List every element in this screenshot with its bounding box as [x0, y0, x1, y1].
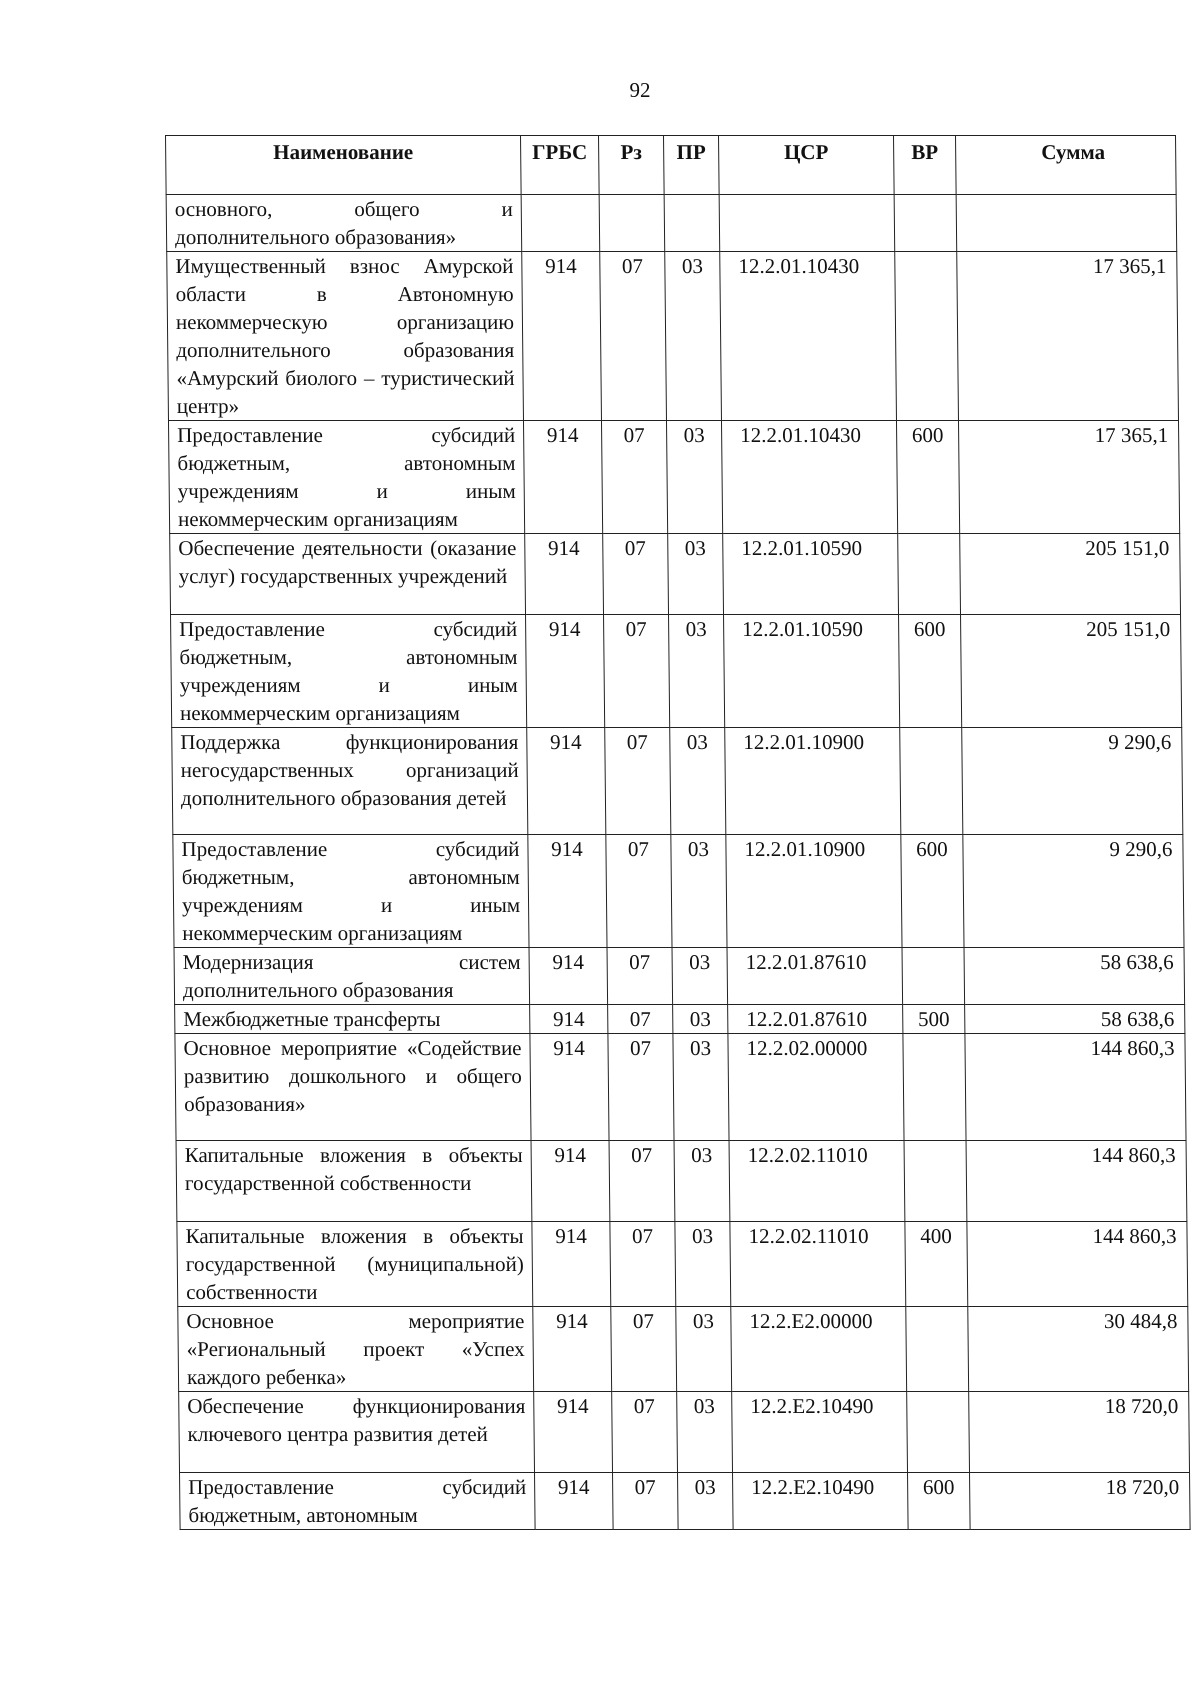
- cell-csr: 12.2.01.10430: [720, 252, 897, 421]
- cell-csr: 12.2.01.10590: [724, 615, 900, 728]
- cell-grbs: 914: [528, 835, 607, 948]
- cell-sum: 17 365,1: [957, 252, 1179, 421]
- table-row: [167, 252, 1179, 421]
- cell-grbs: 914: [529, 948, 608, 1005]
- cell-rz: 07: [604, 615, 670, 728]
- page-number: 92: [629, 78, 651, 102]
- header-name: Наименование: [166, 136, 522, 195]
- cell-name: Капитальные вложения в объекты государственной собственности: [176, 1141, 532, 1222]
- cell-vr: [906, 1307, 969, 1392]
- cell-name: Имущественный взнос Амурской области в Автономную некоммерческую организацию дополнительного образования «Амурский биолого – туристический центр»: [167, 252, 524, 421]
- cell-name: основного, общего и дополнительного образования»: [166, 195, 522, 252]
- cell-vr: [895, 252, 959, 421]
- cell-name: Модернизация систем дополнительного образования: [174, 948, 530, 1005]
- cell-vr: [902, 948, 965, 1005]
- cell-sum: 9 290,6: [962, 728, 1183, 835]
- table-row: [175, 1005, 1185, 1034]
- table-body: [166, 195, 1190, 1530]
- cell-grbs: 914: [523, 421, 602, 534]
- cell-name: Основное мероприятие «Региональный проект «Успех каждого ребенка»: [178, 1307, 534, 1392]
- table-row: [177, 1222, 1188, 1307]
- table-row: [179, 1392, 1190, 1473]
- cell-rz: 07: [605, 728, 671, 835]
- cell-pr: 03: [677, 1392, 733, 1473]
- cell-pr: 03: [674, 1141, 730, 1222]
- cell-grbs: 914: [535, 1473, 614, 1530]
- cell-rz: 07: [606, 835, 672, 948]
- cell-vr: 600: [896, 421, 959, 534]
- cell-sum: 58 638,6: [965, 1005, 1185, 1034]
- cell-sum: 205 151,0: [961, 615, 1182, 728]
- cell-rz: 07: [607, 948, 673, 1005]
- cell-sum: 17 365,1: [958, 421, 1179, 534]
- cell-pr: 03: [666, 421, 722, 534]
- cell-rz: 07: [601, 421, 667, 534]
- cell-vr: [907, 1392, 970, 1473]
- table-row: [176, 1141, 1187, 1222]
- cell-rz: 07: [611, 1307, 677, 1392]
- header-vr: ВР: [894, 136, 957, 195]
- cell-grbs: 914: [527, 728, 606, 835]
- cell-vr: 500: [903, 1005, 965, 1034]
- cell-vr: 400: [905, 1222, 968, 1307]
- cell-name: Капитальные вложения в объекты государственной (муниципальной) собственности: [177, 1222, 533, 1307]
- cell-csr: 12.2.01.87610: [727, 948, 903, 1005]
- cell-grbs: 914: [533, 1307, 612, 1392]
- cell-csr: 12.2.E2.10490: [732, 1392, 908, 1473]
- table-row: [180, 1473, 1191, 1530]
- cell-csr: [719, 195, 895, 252]
- cell-name: Предоставление субсидий бюджетным, автономным учреждениям и иным некоммерческим организациям: [173, 835, 529, 948]
- cell-pr: 03: [670, 728, 726, 835]
- cell-name: Межбюджетные трансферты: [175, 1005, 530, 1034]
- cell-pr: 03: [668, 534, 724, 615]
- cell-vr: 600: [901, 835, 964, 948]
- cell-sum: 58 638,6: [964, 948, 1185, 1005]
- table-row: [168, 421, 1179, 534]
- cell-vr: [894, 195, 957, 252]
- cell-csr: 12.2.01.87610: [728, 1005, 903, 1034]
- cell-grbs: 914: [534, 1392, 613, 1473]
- cell-csr: 12.2.01.10900: [725, 728, 901, 835]
- cell-pr: 03: [671, 835, 727, 948]
- cell-sum: 18 720,0: [970, 1473, 1191, 1530]
- cell-csr: 12.2.02.11010: [729, 1141, 905, 1222]
- header-pr: ПР: [664, 136, 720, 195]
- cell-pr: [664, 195, 720, 252]
- table-row: [170, 534, 1181, 615]
- cell-csr: 12.2.01.10430: [721, 421, 897, 534]
- cell-pr: 03: [665, 252, 722, 421]
- cell-rz: 07: [600, 252, 667, 421]
- table-row: [171, 615, 1182, 728]
- cell-csr: 12.2.E2.10490: [733, 1473, 909, 1530]
- cell-rz: 07: [608, 1034, 674, 1141]
- cell-vr: 600: [908, 1473, 971, 1530]
- cell-sum: [956, 195, 1177, 252]
- cell-name: Основное мероприятие «Содействие развитию дошкольного и общего образования»: [175, 1034, 531, 1141]
- cell-name: Обеспечение деятельности (оказание услуг) государственных учреждений: [170, 534, 526, 615]
- table-row: [166, 195, 1177, 252]
- cell-pr: 03: [675, 1222, 731, 1307]
- cell-grbs: 914: [525, 534, 604, 615]
- cell-sum: 30 484,8: [968, 1307, 1189, 1392]
- header-grbs: ГРБС: [521, 136, 600, 195]
- cell-name: Обеспечение функционирования ключевого центра развития детей: [179, 1392, 535, 1473]
- budget-table: [165, 135, 1191, 1530]
- cell-sum: 9 290,6: [963, 835, 1184, 948]
- cell-vr: [898, 534, 961, 615]
- cell-vr: [904, 1141, 967, 1222]
- cell-vr: [900, 728, 963, 835]
- table-header: [166, 136, 1177, 195]
- cell-grbs: 914: [531, 1141, 610, 1222]
- cell-pr: 03: [673, 1034, 729, 1141]
- table-row: [172, 728, 1183, 835]
- cell-vr: 600: [899, 615, 962, 728]
- table-row: [175, 1034, 1186, 1141]
- header-csr: ЦСР: [719, 136, 895, 195]
- cell-grbs: 914: [532, 1222, 611, 1307]
- cell-pr: 03: [672, 948, 728, 1005]
- cell-grbs: 914: [526, 615, 605, 728]
- cell-grbs: 914: [530, 1034, 609, 1141]
- cell-pr: 03: [678, 1473, 734, 1530]
- cell-pr: 03: [676, 1307, 732, 1392]
- cell-rz: 07: [603, 534, 669, 615]
- header-rz: Рз: [599, 136, 665, 195]
- cell-rz: 07: [613, 1473, 679, 1530]
- cell-pr: 03: [673, 1005, 728, 1034]
- budget-table-container: [165, 135, 1190, 1530]
- cell-rz: 07: [608, 1005, 673, 1034]
- cell-rz: 07: [609, 1141, 675, 1222]
- cell-sum: 205 151,0: [960, 534, 1181, 615]
- header-sum: Сумма: [956, 136, 1177, 195]
- cell-csr: 12.2.02.00000: [728, 1034, 904, 1141]
- cell-name: Предоставление субсидий бюджетным, автономным: [180, 1473, 536, 1530]
- cell-grbs: [521, 195, 600, 252]
- cell-csr: 12.2.02.11010: [730, 1222, 906, 1307]
- table-row: [173, 835, 1184, 948]
- cell-sum: 144 860,3: [967, 1222, 1188, 1307]
- cell-rz: [599, 195, 665, 252]
- cell-grbs: 914: [522, 252, 602, 421]
- cell-name: Предоставление субсидий бюджетным, автономным учреждениям и иным некоммерческим организациям: [171, 615, 527, 728]
- header-row: [166, 136, 1177, 195]
- cell-name: Поддержка функционирования негосударственных организаций дополнительного образования детей: [172, 728, 528, 835]
- cell-vr: [903, 1034, 966, 1141]
- cell-pr: 03: [669, 615, 725, 728]
- cell-rz: 07: [610, 1222, 676, 1307]
- cell-name: Предоставление субсидий бюджетным, автономным учреждениям и иным некоммерческим организациям: [168, 421, 524, 534]
- table-row: [174, 948, 1185, 1005]
- cell-csr: 12.2.01.10900: [726, 835, 902, 948]
- cell-grbs: 914: [530, 1005, 608, 1034]
- table-row: [178, 1307, 1189, 1392]
- cell-csr: 12.2.E2.00000: [731, 1307, 907, 1392]
- cell-sum: 18 720,0: [969, 1392, 1190, 1473]
- cell-sum: 144 860,3: [965, 1034, 1186, 1141]
- cell-sum: 144 860,3: [966, 1141, 1187, 1222]
- cell-rz: 07: [612, 1392, 678, 1473]
- cell-csr: 12.2.01.10590: [723, 534, 899, 615]
